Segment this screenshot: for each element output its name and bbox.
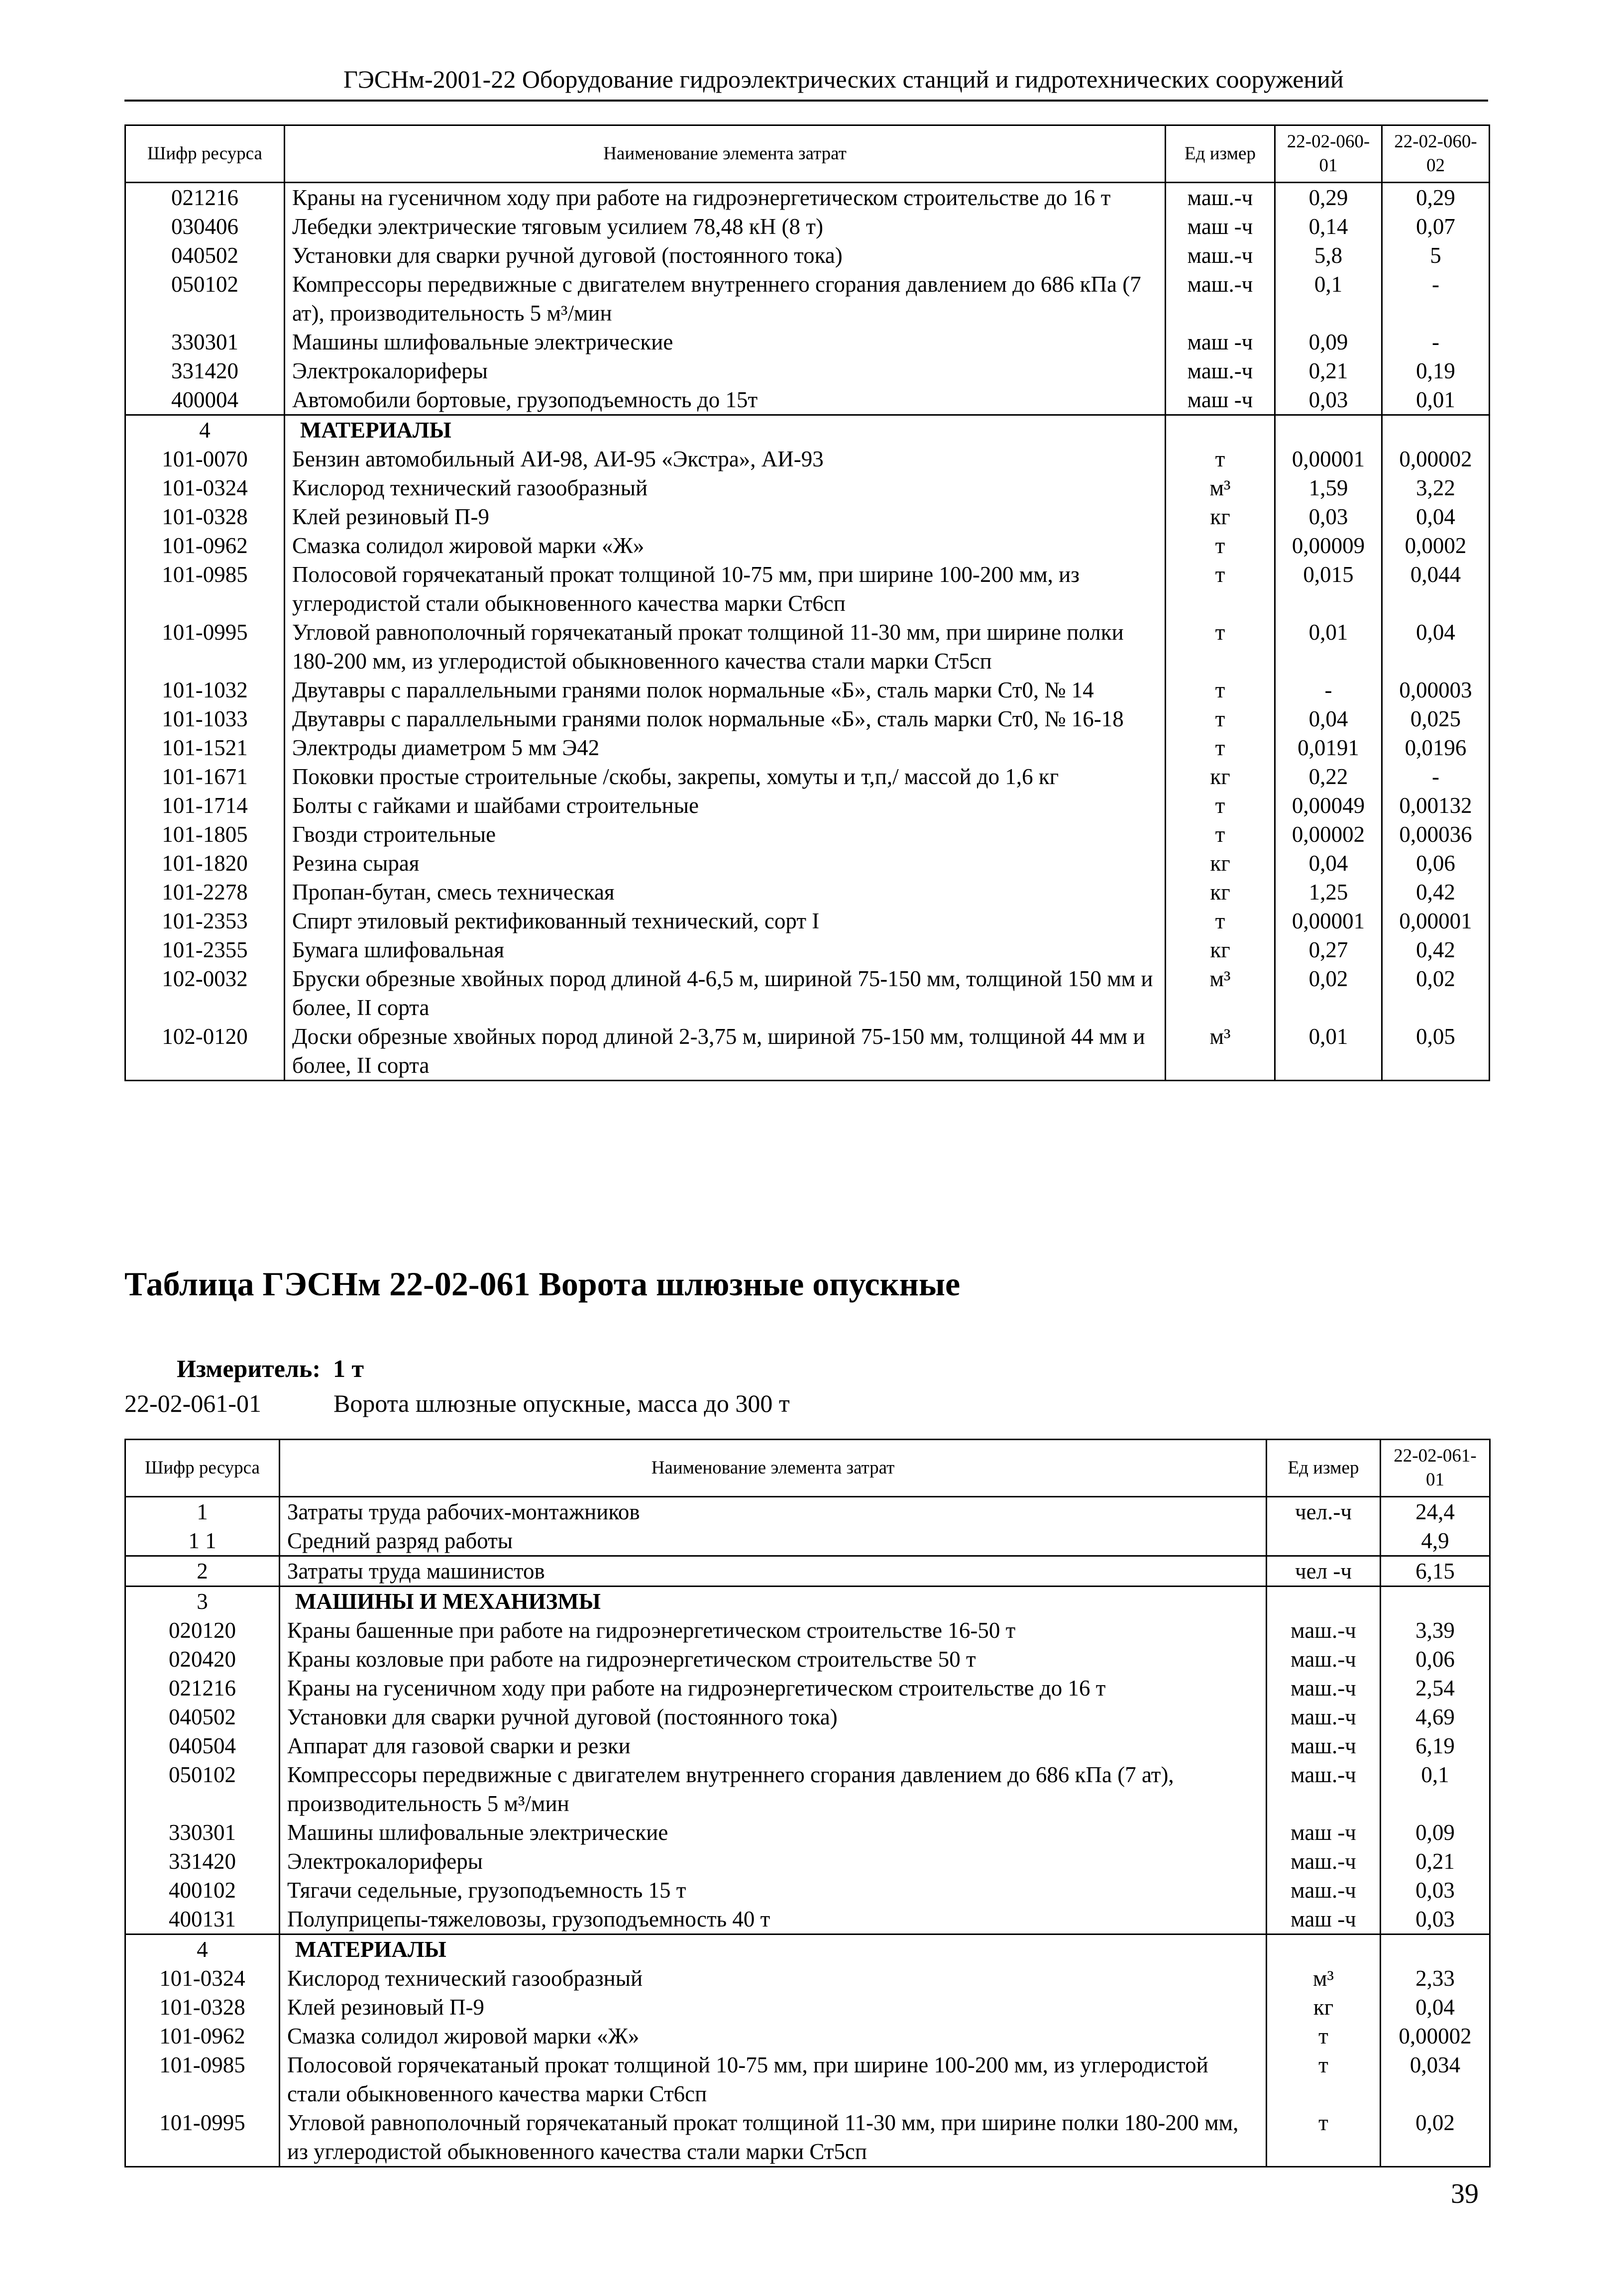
resource-code: 101-0962 (125, 2022, 280, 2050)
unit-cell: маш.-ч (1166, 270, 1275, 328)
resource-name: Болты с гайками и шайбами строительные (285, 791, 1166, 820)
table-row (125, 1876, 1490, 1905)
value-cell: 4,69 (1381, 1703, 1490, 1731)
value-cell: 0,00002 (1382, 445, 1490, 473)
resource-code: 050102 (125, 1760, 280, 1818)
resource-code: 101-1820 (125, 849, 285, 878)
value-cell: 0,06 (1381, 1645, 1490, 1674)
unit-cell: маш -ч (1267, 1818, 1381, 1847)
table-row (125, 356, 1490, 385)
value-cell: 0,21 (1381, 1847, 1490, 1876)
unit-cell: маш.-ч (1166, 183, 1275, 213)
table-row (125, 964, 1490, 1022)
value-cell: 5,8 (1275, 241, 1382, 270)
resource-code: 101-1805 (125, 820, 285, 849)
resource-name: Смазка солидол жировой марки «Ж» (285, 531, 1166, 560)
resource-name: Краны башенные при работе на гидроэнергетическом строительстве 16-50 т (280, 1616, 1267, 1645)
value-cell: 0,29 (1382, 183, 1490, 213)
resource-code: 101-1033 (125, 704, 285, 733)
resource-name: Клей резиновый П-9 (285, 502, 1166, 531)
unit-cell: маш -ч (1166, 385, 1275, 415)
unit-cell: маш.-ч (1166, 356, 1275, 385)
resource-name: Двутавры с параллельными гранями полок нормальные «Б», сталь марки Ст0, № 16-18 (285, 704, 1166, 733)
header-rule (124, 100, 1488, 102)
table-row (125, 820, 1490, 849)
unit-cell: маш.-ч (1267, 1674, 1381, 1703)
value-cell: 0,21 (1275, 356, 1382, 385)
resource-code: 101-0324 (125, 1964, 280, 1993)
value-cell: 2,54 (1381, 1674, 1490, 1703)
table-row (125, 1497, 1490, 1527)
measure-value: 1 т (333, 1355, 364, 1382)
unit-cell: чел.-ч (1267, 1497, 1381, 1527)
measure-line (177, 1354, 364, 1383)
resource-code: 020420 (125, 1645, 280, 1674)
resource-code: 400131 (125, 1905, 280, 1934)
value-cell: 0,01 (1382, 385, 1490, 415)
value-cell: 0,04 (1382, 618, 1490, 676)
table-title: Таблица ГЭСНм 22-02-061 Ворота шлюзные опускные (124, 1265, 961, 1303)
resource-name: Кислород технический газообразный (280, 1964, 1267, 1993)
resource-code: 330301 (125, 1818, 280, 1847)
value-cell: 0,06 (1382, 849, 1490, 878)
resource-code: 101-0985 (125, 2050, 280, 2108)
unit-cell: кг (1267, 1993, 1381, 2022)
value-cell: 0,0002 (1382, 531, 1490, 560)
resource-code: 1 1 (125, 1526, 280, 1556)
resource-table-060 (124, 124, 1490, 1081)
unit-cell: кг (1166, 762, 1275, 791)
resource-code: 102-0032 (125, 964, 285, 1022)
table-row (125, 1993, 1490, 2022)
resource-name: Установки для сварки ручной дуговой (постоянного тока) (280, 1703, 1267, 1731)
unit-cell: маш.-ч (1267, 1645, 1381, 1674)
unit-cell: т (1166, 560, 1275, 618)
value-cell: 0,05 (1382, 1022, 1490, 1081)
norm-line (124, 1389, 790, 1418)
table-row (125, 560, 1490, 618)
unit-cell: маш.-ч (1267, 1847, 1381, 1876)
unit-cell: маш.-ч (1267, 1703, 1381, 1731)
resource-name: Установки для сварки ручной дуговой (постоянного тока) (285, 241, 1166, 270)
value-cell: - (1382, 328, 1490, 356)
resource-code: 102-0120 (125, 1022, 285, 1081)
resource-name: Машины шлифовальные электрические (285, 328, 1166, 356)
value-cell: 0,015 (1275, 560, 1382, 618)
unit-cell: т (1166, 820, 1275, 849)
resource-code: 101-1521 (125, 733, 285, 762)
value-cell: 0,04 (1275, 704, 1382, 733)
unit-cell: т (1166, 531, 1275, 560)
resource-name: Компрессоры передвижные с двигателем внутреннего сгорания давлением до 686 кПа (7 ат), производительность 5 м³/мин (280, 1760, 1267, 1818)
resource-code: 101-0328 (125, 1993, 280, 2022)
table-row (125, 1645, 1490, 1674)
value-cell: 0,02 (1275, 964, 1382, 1022)
table-row (125, 241, 1490, 270)
section-row (125, 1934, 1490, 1964)
resource-code: 101-1714 (125, 791, 285, 820)
value-cell: 6,19 (1381, 1731, 1490, 1760)
resource-code: 101-0995 (125, 2108, 280, 2167)
resource-name: Полосовой горячекатаный прокат толщиной 10-75 мм, при ширине 100-200 мм, из углеродистой стали обыкновенного качества марки Ст6сп (285, 560, 1166, 618)
value-cell: 0,09 (1275, 328, 1382, 356)
resource-code: 101-2278 (125, 878, 285, 907)
resource-name: Полосовой горячекатаный прокат толщиной 10-75 мм, при ширине 100-200 мм, из углеродистой стали обыкновенного качества марки Ст6сп (280, 2050, 1267, 2108)
value-cell: 0,04 (1382, 502, 1490, 531)
unit-cell: т (1166, 791, 1275, 820)
col-header-norm-061-01: 22-02-061-01 (1381, 1440, 1490, 1497)
resource-name: Бензин автомобильный АИ-98, АИ-95 «Экстра», АИ-93 (285, 445, 1166, 473)
table-row (125, 1703, 1490, 1731)
unit-cell (1267, 1587, 1381, 1616)
value-cell: 0,42 (1382, 878, 1490, 907)
table-row (125, 1847, 1490, 1876)
table-row (125, 849, 1490, 878)
table-header-row (125, 125, 1490, 183)
table-row (125, 531, 1490, 560)
resource-code: 101-0995 (125, 618, 285, 676)
table-row (125, 618, 1490, 676)
resource-name: Затраты труда рабочих-монтажников (280, 1497, 1267, 1527)
unit-cell: маш -ч (1166, 328, 1275, 356)
value-cell: 0,00001 (1275, 445, 1382, 473)
value-cell: 0,00049 (1275, 791, 1382, 820)
resource-code: 400004 (125, 385, 285, 415)
value-cell: 0,02 (1381, 2108, 1490, 2167)
value-cell: 1,25 (1275, 878, 1382, 907)
resource-name: Средний разряд работы (280, 1526, 1267, 1556)
unit-cell (1267, 1934, 1381, 1964)
table-row (125, 2022, 1490, 2050)
unit-cell: чел -ч (1267, 1556, 1381, 1587)
unit-cell: м³ (1166, 473, 1275, 502)
resource-name: Краны на гусеничном ходу при работе на гидроэнергетическом строительстве до 16 т (285, 183, 1166, 213)
resource-code: 330301 (125, 328, 285, 356)
value-cell: 0,14 (1275, 212, 1382, 241)
col-header-norm-060-01: 22-02-060-01 (1275, 125, 1382, 183)
value-cell (1382, 415, 1490, 445)
resource-code: 101-0328 (125, 502, 285, 531)
table-row (125, 1022, 1490, 1081)
resource-name: Клей резиновый П-9 (280, 1993, 1267, 2022)
value-cell: 0,0191 (1275, 733, 1382, 762)
table-row (125, 1964, 1490, 1993)
unit-cell: т (1166, 733, 1275, 762)
resource-name: Электрокалориферы (280, 1847, 1267, 1876)
value-cell: 0,01 (1275, 1022, 1382, 1081)
unit-cell: т (1166, 445, 1275, 473)
table-row (125, 1905, 1490, 1934)
table-row (125, 1556, 1490, 1587)
value-cell: 0,00002 (1275, 820, 1382, 849)
resource-code: 101-2353 (125, 907, 285, 935)
unit-cell: маш -ч (1166, 212, 1275, 241)
table-row (125, 935, 1490, 964)
unit-cell: м³ (1166, 964, 1275, 1022)
unit-cell: т (1166, 704, 1275, 733)
value-cell: 0,00003 (1382, 676, 1490, 704)
value-cell: 0,00132 (1382, 791, 1490, 820)
table-row (125, 2050, 1490, 2108)
resource-code: 2 (125, 1556, 280, 1587)
table-body (125, 183, 1490, 1081)
unit-cell: маш.-ч (1267, 1731, 1381, 1760)
resource-name: Поковки простые строительные /скобы, закрепы, хомуты и т,п,/ массой до 1,6 кг (285, 762, 1166, 791)
value-cell: 0,034 (1381, 2050, 1490, 2108)
unit-cell: маш.-ч (1267, 1616, 1381, 1645)
resource-name: Электроды диаметром 5 мм Э42 (285, 733, 1166, 762)
unit-cell: т (1267, 2022, 1381, 2050)
value-cell: 0,00002 (1381, 2022, 1490, 2050)
unit-cell: кг (1166, 878, 1275, 907)
value-cell: 4,9 (1381, 1526, 1490, 1556)
value-cell: 6,15 (1381, 1556, 1490, 1587)
col-header-code: Шифр ресурса (125, 1440, 280, 1497)
resource-name: Бруски обрезные хвойных пород длиной 4-6,5 м, шириной 75-150 мм, толщиной 150 мм и более, II сорта (285, 964, 1166, 1022)
value-cell: 0,00036 (1382, 820, 1490, 849)
table-header-row (125, 1440, 1490, 1497)
resource-name: Краны на гусеничном ходу при работе на гидроэнергетическом строительстве до 16 т (280, 1674, 1267, 1703)
unit-cell: т (1166, 676, 1275, 704)
section-title: МАТЕРИАЛЫ (280, 1934, 1267, 1964)
table-row (125, 445, 1490, 473)
value-cell: 0,01 (1275, 618, 1382, 676)
table-row (125, 1674, 1490, 1703)
value-cell (1381, 1934, 1490, 1964)
table-row (125, 733, 1490, 762)
resource-name: Смазка солидол жировой марки «Ж» (280, 2022, 1267, 2050)
value-cell: 0,044 (1382, 560, 1490, 618)
table-row (125, 473, 1490, 502)
table-row (125, 328, 1490, 356)
resource-name: Угловой равнополочный горячекатаный прокат толщиной 11-30 мм, при ширине полки 180-200 мм, из углеродистой обыкновенного качества стали марки Ст5сп (280, 2108, 1267, 2167)
norm-title: Ворота шлюзные опускные, масса до 300 т (333, 1389, 790, 1417)
unit-cell: т (1166, 618, 1275, 676)
value-cell: 0,03 (1381, 1905, 1490, 1934)
col-header-code: Шифр ресурса (125, 125, 285, 183)
table-row (125, 1760, 1490, 1818)
unit-cell: маш.-ч (1166, 241, 1275, 270)
value-cell: 0,00009 (1275, 531, 1382, 560)
unit-cell: маш -ч (1267, 1905, 1381, 1934)
resource-code: 040504 (125, 1731, 280, 1760)
resource-code: 3 (125, 1587, 280, 1616)
value-cell: 0,07 (1382, 212, 1490, 241)
value-cell: 5 (1382, 241, 1490, 270)
resource-code: 331420 (125, 1847, 280, 1876)
measure-label: Измеритель: (177, 1355, 321, 1382)
resource-code: 101-0962 (125, 531, 285, 560)
norm-code: 22-02-061-01 (124, 1389, 261, 1417)
value-cell: 0,00001 (1382, 907, 1490, 935)
value-cell: 0,04 (1275, 849, 1382, 878)
resource-code: 021216 (125, 1674, 280, 1703)
value-cell: 0,42 (1382, 935, 1490, 964)
resource-name: Спирт этиловый ректификованный технический, сорт I (285, 907, 1166, 935)
resource-table-061 (124, 1439, 1491, 2167)
resource-name: Доски обрезные хвойных пород длиной 2-3,75 м, шириной 75-150 мм, толщиной 44 мм и более, II сорта (285, 1022, 1166, 1081)
value-cell (1275, 415, 1382, 445)
resource-code: 101-1671 (125, 762, 285, 791)
table-row (125, 1731, 1490, 1760)
table-body (125, 1497, 1490, 2167)
value-cell: 2,33 (1381, 1964, 1490, 1993)
resource-code: 050102 (125, 270, 285, 328)
unit-cell: кг (1166, 502, 1275, 531)
resource-name: Автомобили бортовые, грузоподъемность до 15т (285, 385, 1166, 415)
unit-cell (1267, 1526, 1381, 1556)
section-title: МАТЕРИАЛЫ (285, 415, 1166, 445)
resource-name: Бумага шлифовальная (285, 935, 1166, 964)
value-cell: - (1382, 762, 1490, 791)
resource-name: Затраты труда машинистов (280, 1556, 1267, 1587)
resource-name: Краны козловые при работе на гидроэнергетическом строительстве 50 т (280, 1645, 1267, 1674)
value-cell: 0,09 (1381, 1818, 1490, 1847)
table-row (125, 1526, 1490, 1556)
value-cell: 0,025 (1382, 704, 1490, 733)
col-header-name: Наименование элемента затрат (285, 125, 1166, 183)
resource-code: 020120 (125, 1616, 280, 1645)
value-cell: 0,0196 (1382, 733, 1490, 762)
resource-code: 101-0324 (125, 473, 285, 502)
table-row (125, 878, 1490, 907)
table-row (125, 762, 1490, 791)
resource-name: Машины шлифовальные электрические (280, 1818, 1267, 1847)
resource-code: 4 (125, 415, 285, 445)
unit-cell: маш.-ч (1267, 1876, 1381, 1905)
resource-name: Тягачи седельные, грузоподъемность 15 т (280, 1876, 1267, 1905)
section-row (125, 415, 1490, 445)
col-header-norm-060-02: 22-02-060-02 (1382, 125, 1490, 183)
value-cell: 0,1 (1381, 1760, 1490, 1818)
value-cell: 0,22 (1275, 762, 1382, 791)
resource-name: Резина сырая (285, 849, 1166, 878)
value-cell: 24,4 (1381, 1497, 1490, 1527)
table-row (125, 907, 1490, 935)
resource-name: Пропан-бутан, смесь техническая (285, 878, 1166, 907)
unit-cell: маш.-ч (1267, 1760, 1381, 1818)
resource-code: 331420 (125, 356, 285, 385)
value-cell: 0,00001 (1275, 907, 1382, 935)
col-header-unit: Ед измер (1267, 1440, 1381, 1497)
value-cell: 0,03 (1275, 502, 1382, 531)
table-row (125, 791, 1490, 820)
unit-cell: т (1166, 907, 1275, 935)
value-cell: 0,29 (1275, 183, 1382, 213)
resource-name: Гвозди строительные (285, 820, 1166, 849)
value-cell: 0,04 (1381, 1993, 1490, 2022)
table-row (125, 1616, 1490, 1645)
resource-code: 040502 (125, 241, 285, 270)
table-row (125, 1818, 1490, 1847)
value-cell: 1,59 (1275, 473, 1382, 502)
resource-name: Полуприцепы-тяжеловозы, грузоподъемность 40 т (280, 1905, 1267, 1934)
resource-code: 1 (125, 1497, 280, 1527)
section-title: МАШИНЫ И МЕХАНИЗМЫ (280, 1587, 1267, 1616)
value-cell: 0,19 (1382, 356, 1490, 385)
value-cell: 0,1 (1275, 270, 1382, 328)
unit-cell: кг (1166, 935, 1275, 964)
unit-cell (1166, 415, 1275, 445)
resource-code: 101-0070 (125, 445, 285, 473)
resource-name: Кислород технический газообразный (285, 473, 1166, 502)
resource-code: 101-1032 (125, 676, 285, 704)
value-cell: 0,03 (1275, 385, 1382, 415)
value-cell: - (1275, 676, 1382, 704)
table-row (125, 676, 1490, 704)
resource-code: 030406 (125, 212, 285, 241)
value-cell: 0,27 (1275, 935, 1382, 964)
value-cell: 3,22 (1382, 473, 1490, 502)
value-cell: 3,39 (1381, 1616, 1490, 1645)
col-header-unit: Ед измер (1166, 125, 1275, 183)
col-header-name: Наименование элемента затрат (280, 1440, 1267, 1497)
resource-code: 101-2355 (125, 935, 285, 964)
table-row (125, 2108, 1490, 2167)
table-row (125, 183, 1490, 213)
resource-name: Электрокалориферы (285, 356, 1166, 385)
table-row (125, 385, 1490, 415)
resource-name: Компрессоры передвижные с двигателем внутреннего сгорания давлением до 686 кПа (7 ат), производительность 5 м³/мин (285, 270, 1166, 328)
table-row (125, 212, 1490, 241)
section-row (125, 1587, 1490, 1616)
value-cell (1381, 1587, 1490, 1616)
page-number: 39 (1451, 2178, 1479, 2209)
unit-cell: т (1267, 2108, 1381, 2167)
unit-cell: м³ (1267, 1964, 1381, 1993)
value-cell: 0,03 (1381, 1876, 1490, 1905)
unit-cell: м³ (1166, 1022, 1275, 1081)
value-cell: 0,02 (1382, 964, 1490, 1022)
resource-name: Угловой равнополочный горячекатаный прокат толщиной 11-30 мм, при ширине полки 180-200 мм, из углеродистой обыкновенного качества стали марки Ст5сп (285, 618, 1166, 676)
resource-name: Аппарат для газовой сварки и резки (280, 1731, 1267, 1760)
table-row (125, 502, 1490, 531)
table-row (125, 270, 1490, 328)
resource-code: 040502 (125, 1703, 280, 1731)
unit-cell: кг (1166, 849, 1275, 878)
resource-code: 101-0985 (125, 560, 285, 618)
value-cell: - (1382, 270, 1490, 328)
resource-code: 400102 (125, 1876, 280, 1905)
resource-code: 4 (125, 1934, 280, 1964)
resource-code: 021216 (125, 183, 285, 213)
running-header: ГЭСНм-2001-22 Оборудование гидроэлектрических станций и гидротехнических сооружений (343, 65, 1344, 93)
unit-cell: т (1267, 2050, 1381, 2108)
table-row (125, 704, 1490, 733)
resource-name: Двутавры с параллельными гранями полок нормальные «Б», сталь марки Ст0, № 14 (285, 676, 1166, 704)
resource-name: Лебедки электрические тяговым усилием 78,48 кН (8 т) (285, 212, 1166, 241)
